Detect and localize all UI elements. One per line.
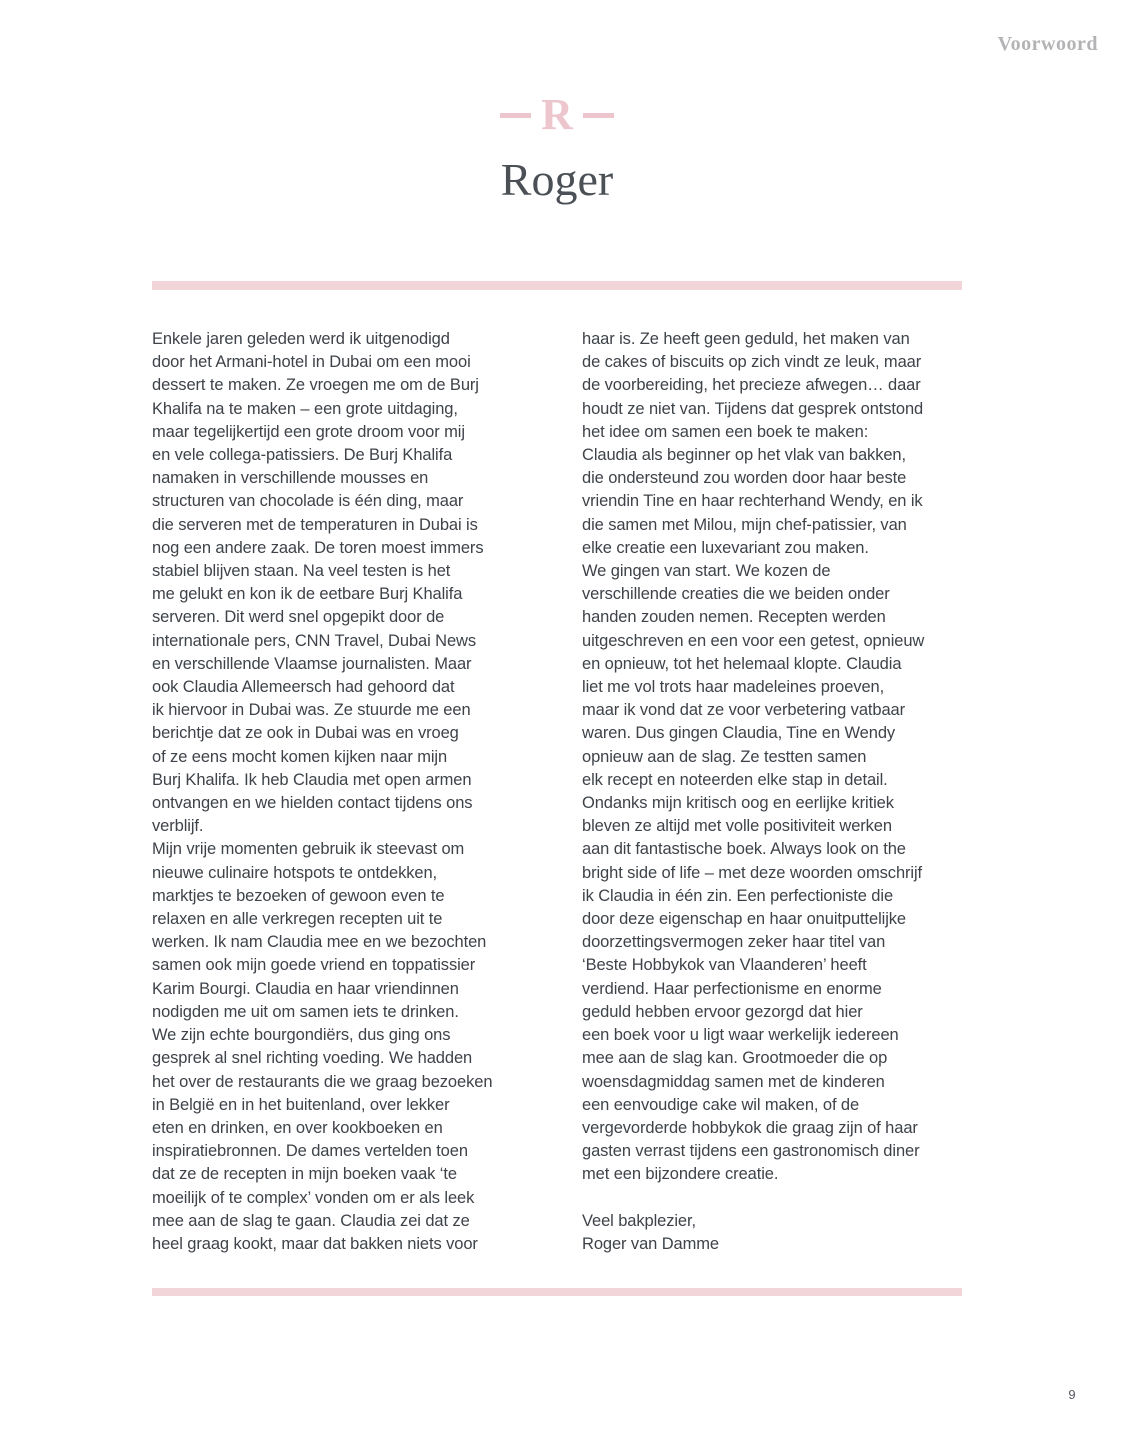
text-line: inspiratiebronnen. De dames vertelden toen (152, 1142, 468, 1161)
ornament-dash-right-icon (583, 113, 614, 118)
text-line: Claudia als beginner op het vlak van bakken, (582, 446, 906, 465)
text-line: handen zouden nemen. Recepten werden (582, 608, 886, 627)
text-line: Mijn vrije momenten gebruik ik steevast om (152, 840, 465, 859)
text-line: werken. Ik nam Claudia mee en we bezochten (152, 933, 487, 952)
text-line: stabiel blijven staan. Na veel testen is het (152, 562, 451, 581)
text-line: dessert te maken. Ze vroegen me om de Burj (152, 376, 479, 395)
page-number: 9 (1068, 1387, 1076, 1402)
text-line: mee aan de slag kan. Grootmoeder die op (582, 1049, 888, 1068)
text-line: het over de restaurants die we graag bezoeken (152, 1072, 493, 1091)
text-line: Karim Bourgi. Claudia en haar vriendinnen (152, 979, 459, 998)
text-line: Khalifa na te maken – een grote uitdaging, (152, 399, 458, 418)
ornament-dash-left-icon (500, 113, 531, 118)
text-line: uitgeschreven en een voor een getest, opnieuw (582, 631, 925, 650)
text-line: bleven ze altijd met volle positiviteit werken (582, 817, 892, 836)
text-line: door het Armani-hotel in Dubai om een mooi (152, 353, 471, 372)
top-divider (152, 281, 962, 290)
text-line: Roger van Damme (582, 1234, 719, 1253)
text-line: die ondersteund zou worden door haar beste (582, 469, 907, 488)
chapter-initial: R (541, 90, 573, 139)
text-line: en opnieuw, tot het helemaal klopte. Claudia (582, 654, 902, 673)
text-line: ‘Beste Hobbykok van Vlaanderen’ heeft (582, 956, 867, 975)
text-line: gasten verrast tijdens een gastronomisch diner (582, 1142, 920, 1161)
text-line: ik Claudia in één zin. Een perfectioniste die (582, 886, 894, 905)
text-line: eten en drinken, en over kookboeken en (152, 1118, 443, 1137)
text-line: verdiend. Haar perfectionisme en enorme (582, 979, 882, 998)
text-line: ontvangen en we hielden contact tijdens ons (152, 794, 473, 813)
text-line: We gingen van start. We kozen de (582, 562, 831, 581)
bottom-divider (152, 1288, 962, 1296)
text-line: Ondanks mijn kritisch oog en eerlijke kritiek (582, 794, 894, 813)
text-line: ook Claudia Allemeersch had gehoord dat (152, 678, 455, 697)
text-line: nodigden me uit om samen iets te drinken. (152, 1002, 459, 1021)
text-line: marktjes te bezoeken of gewoon even te (152, 886, 445, 905)
text-line: een boek voor u ligt waar werkelijk iedereen (582, 1026, 899, 1045)
text-line: de voorbereiding, het precieze afwegen… daar (582, 376, 921, 395)
text-line: serveren. Dit werd snel opgepikt door de (152, 608, 445, 627)
text-line: heel graag kookt, maar dat bakken niets voor (152, 1234, 478, 1253)
text-line: die serveren met de temperaturen in Dubai is (152, 515, 478, 534)
text-line: opnieuw aan de slag. Ze testten samen (582, 747, 867, 766)
text-line: het idee om samen een boek te maken: (582, 422, 869, 441)
text-line: doorzettingsvermogen zeker haar titel van (582, 933, 886, 952)
text-line (582, 1187, 972, 1210)
text-line: internationale pers, CNN Travel, Dubai News (152, 631, 477, 650)
text-line: elke creatie een luxevariant zou maken. (582, 538, 869, 557)
text-line: en verschillende Vlaamse journalisten. Maar (152, 654, 472, 673)
text-line: nieuwe culinaire hotspots te ontdekken, (152, 863, 438, 882)
text-line: maar tegelijkertijd een grote droom voor mij (152, 422, 465, 441)
text-line: We zijn echte bourgondiërs, dus ging ons (152, 1026, 451, 1045)
text-line: de cakes of biscuits op zich vindt ze leuk, maar (582, 353, 922, 372)
text-line: ik hiervoor in Dubai was. Ze stuurde me een (152, 701, 471, 720)
text-line: die samen met Milou, mijn chef-patissier, van (582, 515, 907, 534)
text-line: bright side of life – met deze woorden omschrijf (582, 863, 923, 882)
right-column (582, 328, 972, 1256)
text-line: relaxen en alle verkregen recepten uit te (152, 910, 443, 929)
text-line: gesprek al snel richting voeding. We hadden (152, 1049, 473, 1068)
text-line: Veel bakplezier, (582, 1211, 696, 1230)
text-line: namaken in verschillende mousses en (152, 469, 429, 488)
text-line: met een bijzondere creatie. (582, 1165, 779, 1184)
text-line: of ze eens mocht komen kijken naar mijn (152, 747, 448, 766)
text-line: door deze eigenschap en haar onuitputtelijke (582, 910, 907, 929)
text-line: maar ik vond dat ze voor verbetering vatbaar (582, 701, 906, 720)
text-line: moeilijk of te complex’ vonden om er als leek (152, 1188, 475, 1207)
text-line: aan dit fantastische boek. Always look on the (582, 840, 906, 859)
text-line: mee aan de slag te gaan. Claudia zei dat ze (152, 1211, 470, 1230)
text-line: structuren van chocolade is één ding, maar (152, 492, 464, 511)
text-line: verblijf. (152, 817, 204, 836)
text-line: Burj Khalifa. Ik heb Claudia met open armen (152, 770, 472, 789)
text-line: een eenvoudige cake wil maken, of de (582, 1095, 860, 1114)
text-line: vergevorderde hobbykok die graag zijn of haar (582, 1118, 918, 1137)
text-line: berichtje dat ze ook in Dubai was en vroeg (152, 724, 459, 743)
text-line: Enkele jaren geleden werd ik uitgenodigd (152, 330, 450, 348)
text-line: geduld hebben ervoor gezorgd dat hier (582, 1002, 863, 1021)
running-head: Voorwoord (997, 33, 1098, 55)
text-line: en vele collega-patissiers. De Burj Khalifa (152, 446, 453, 465)
text-line: nog een andere zaak. De toren moest immers (152, 538, 484, 557)
text-line: dat ze de recepten in mijn boeken vaak ‘te (152, 1165, 457, 1184)
text-line: houdt ze niet van. Tijdens dat gesprek ontstond (582, 399, 924, 418)
text-line: verschillende creaties die we beiden onder (582, 585, 890, 604)
text-line: vriendin Tine en haar rechterhand Wendy, en ik (582, 492, 923, 511)
text-line: waren. Dus gingen Claudia, Tine en Wendy (582, 724, 896, 743)
text-line: in België en in het buitenland, over lekker (152, 1095, 450, 1114)
left-column (152, 328, 542, 1256)
text-line: haar is. Ze heeft geen geduld, het maken van (582, 330, 910, 348)
chapter-ornament (152, 90, 962, 139)
text-line: samen ook mijn goede vriend en toppatissier (152, 956, 476, 975)
text-line: liet me vol trots haar madeleines proeven, (582, 678, 885, 697)
text-line: me gelukt en kon ik de eetbare Burj Khalifa (152, 585, 463, 604)
text-line: woensdagmiddag samen met de kinderen (582, 1072, 885, 1091)
text-line: elk recept en noteerden elke stap in detail. (582, 770, 888, 789)
chapter-title: Roger (500, 154, 614, 205)
